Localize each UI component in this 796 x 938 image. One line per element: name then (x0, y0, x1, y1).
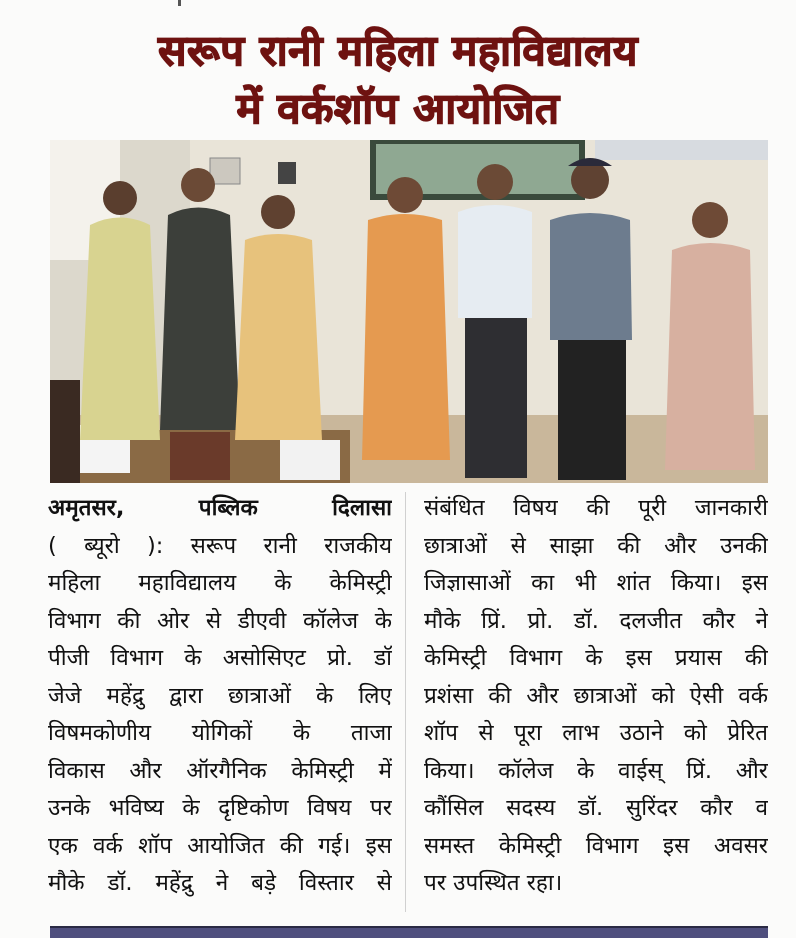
article-line: उनके भविष्य के दृष्टिकोण विषय पर (48, 795, 392, 821)
page-edge-mark (178, 0, 181, 6)
article-line: अमृतसर, पब्लिक दिलासा (48, 495, 392, 521)
article-line: पीजी विभाग के असोसिएट प्रो. डॉ (48, 645, 392, 671)
article-line: प्रशंसा की और छात्राओं को ऐसी वर्क (424, 682, 768, 709)
headline-line-2: में वर्कशॉप आयोजित (236, 84, 560, 133)
next-photo-strip (50, 926, 768, 938)
column-divider (405, 492, 406, 912)
article-line: जिज्ञासाओं का भी शांत किया। इस (424, 570, 768, 596)
article-column-left (48, 490, 392, 903)
article-line: केमिस्ट्री विभाग के इस प्रयास की (424, 645, 768, 671)
article-line: छात्राओं से साझा की और उनकी (424, 532, 768, 559)
article-line: मौके डॉ. महेंद्रु ने बड़े विस्तार से (48, 870, 392, 896)
article-line: विषमकोणीय योगिकों के ताजा (48, 720, 392, 746)
article-line: विकास और ऑरगैनिक केमिस्ट्री में (48, 757, 392, 784)
article-line: संबंधित विषय की पूरी जानकारी (424, 495, 768, 521)
article-line: विभाग की ओर से डीएवी कॉलेज के (48, 607, 392, 634)
article-line: समस्त केमिस्ट्री विभाग इस अवसर (424, 832, 768, 859)
news-photo (50, 140, 768, 483)
article-line: पर उपस्थित रहा। (424, 870, 563, 896)
article-line: कौंसिल सदस्य डॉ. सुरिंदर कौर व (424, 795, 768, 821)
person-5 (458, 164, 532, 478)
article-line: जेजे महेंद्रु द्वारा छात्राओं के लिए (48, 682, 392, 709)
article-line: एक वर्क शॉप आयोजित की गई। इस (48, 832, 392, 859)
article-line: ( ब्यूरो ): सरूप रानी राजकीय (48, 532, 392, 559)
article-line: महिला महाविद्यालय के केमिस्ट्री (48, 570, 392, 596)
headline (0, 22, 796, 138)
article-line: शॉप से पूरा लाभ उठाने को प्रेरित (424, 720, 768, 746)
headline-line-1: सरूप रानी महिला महाविद्यालय (158, 26, 638, 75)
article-column-right (424, 490, 768, 903)
article-line: किया। कॉलेज के वाईस् प्रिं. और (424, 757, 768, 784)
photo-illustration (50, 140, 768, 483)
article-line: मौके प्रिं. प्रो. डॉ. दलजीत कौर ने (424, 607, 768, 634)
person-4 (362, 177, 450, 460)
